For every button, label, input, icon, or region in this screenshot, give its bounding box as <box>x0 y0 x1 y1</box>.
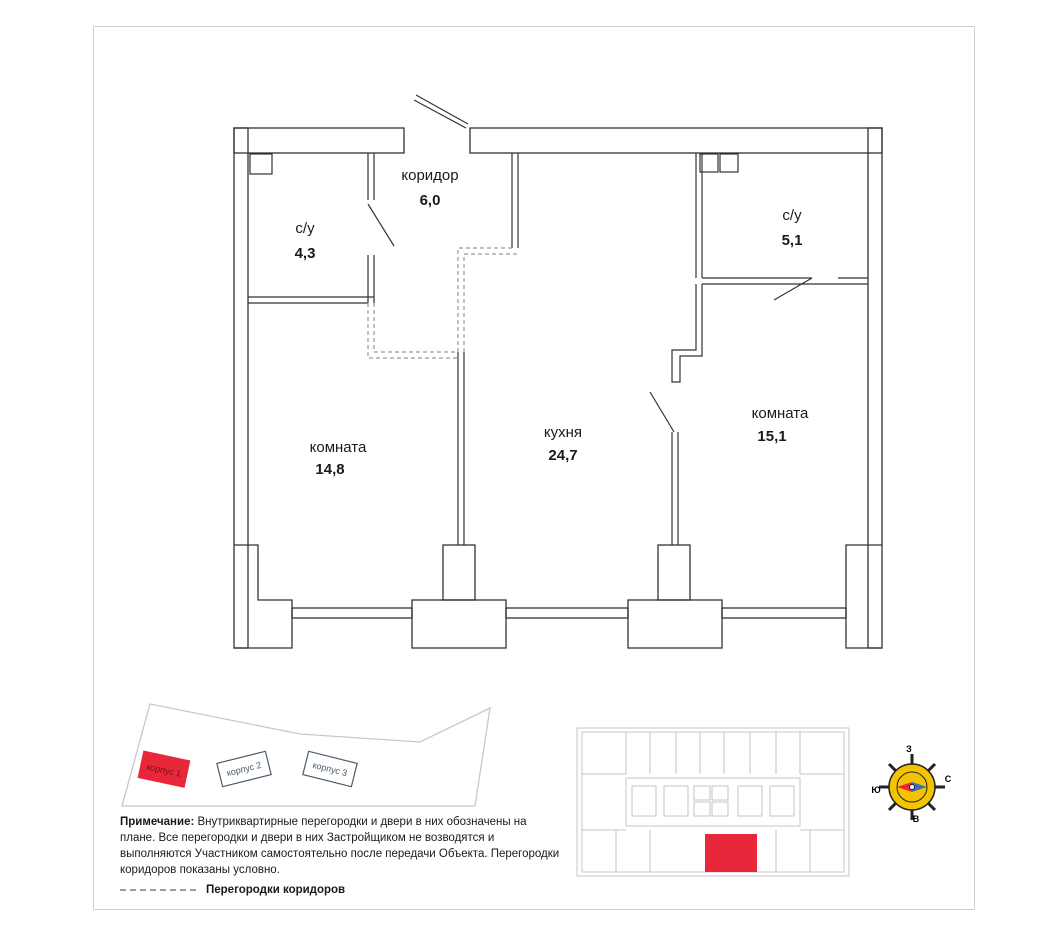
building-3-label: корпус 3 <box>311 759 349 779</box>
compass-south-label: Ю <box>871 785 881 795</box>
corridor-partitions-dashed <box>368 248 518 358</box>
compass-west-label: З <box>906 744 912 754</box>
bath-left-label: с/у <box>295 220 315 237</box>
dashed-line-swatch <box>120 889 196 891</box>
site-plan <box>122 704 490 806</box>
apartment-marker <box>705 834 757 872</box>
bath-left-area: 4,3 <box>294 245 316 262</box>
bath-right-label: с/у <box>782 207 802 224</box>
outer-walls <box>234 128 882 648</box>
building-2-label: корпус 2 <box>225 759 263 779</box>
kitchen-area: 24,7 <box>548 447 578 464</box>
compass-rose <box>871 744 951 824</box>
compass-east-label: В <box>912 814 920 824</box>
note-text: Внутриквартирные перегородки и двери в них обозначены на плане. Все перегородки и двери в них Застройщиком не возводятся и выполняются Участником самостоятельно после передачи Объекта. Перегородки коридоров показаны условно. <box>120 816 560 876</box>
note <box>120 814 560 878</box>
building-1-label: корпус 1 <box>145 761 183 779</box>
bath-right-area: 5,1 <box>781 232 803 249</box>
room-right-label: комната <box>751 405 809 422</box>
room-left-area: 14,8 <box>315 461 345 478</box>
note-title: Примечание: <box>120 816 195 828</box>
corridor-area: 6,0 <box>419 192 441 209</box>
legend-label: Перегородки коридоров <box>206 884 346 896</box>
compass-north-label: С <box>944 774 952 784</box>
kitchen-label: кухня <box>543 424 583 441</box>
corridor-label: коридор <box>401 167 459 184</box>
room-right-area: 15,1 <box>757 428 787 445</box>
legend <box>120 884 345 896</box>
room-left-label: комната <box>309 439 367 456</box>
